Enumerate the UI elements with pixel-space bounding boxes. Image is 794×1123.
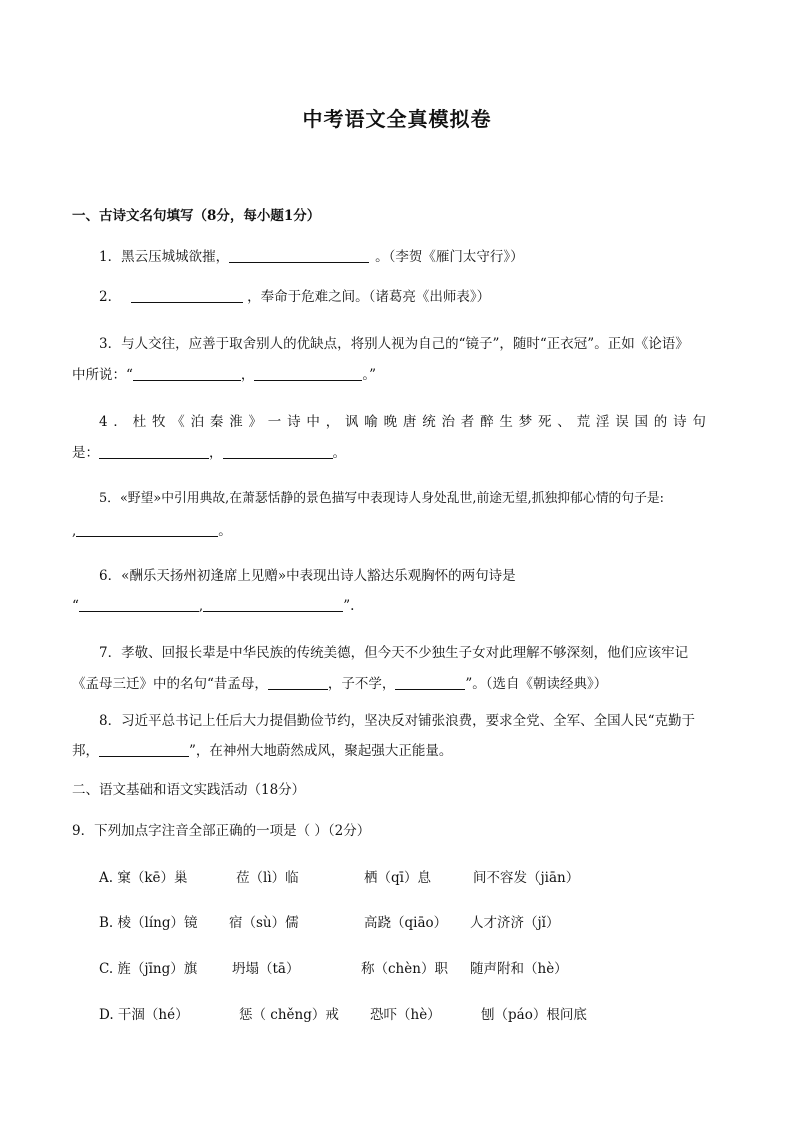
answer-blank[interactable] bbox=[395, 676, 465, 690]
option-d-item-1: D. 干涸（hé） bbox=[99, 1007, 189, 1023]
question-5-line-1: 5．«野望»中引用典故,在萧瑟恬静的景色描写中表现诗人身处乱世,前途无望,抓独抑郁心情的句子是: bbox=[99, 491, 664, 506]
section2-heading: 二、语文基础和语文实践活动（18分） bbox=[72, 782, 306, 798]
option-d-item-4: 刨（páo）根问底 bbox=[481, 1007, 587, 1023]
option-c-item-4: 随声附和（hè） bbox=[470, 961, 568, 977]
option-b-item-3: 高跷（qiāo） bbox=[364, 915, 448, 931]
question-6-line-1: 6．«酬乐天扬州初逢席上见赠»中表现出诗人豁达乐观胸怀的两句诗是 bbox=[99, 568, 516, 584]
answer-blank[interactable] bbox=[76, 523, 218, 537]
option-a-item-4: 间不容发（jiān） bbox=[473, 870, 580, 886]
question-8-line-1: 8．习近平总书记上任后大力提倡勤俭节约，坚决反对铺张浪费，要求全党、全军、全国人民“克勤于 bbox=[99, 713, 695, 729]
answer-blank[interactable] bbox=[203, 598, 343, 612]
option-a-item-1: A. 窠（kē）巢 bbox=[99, 870, 188, 886]
question-6-line-2: “ , ”. bbox=[72, 598, 355, 614]
answer-blank[interactable] bbox=[79, 598, 199, 612]
question-4-line-2: 是： ， 。 bbox=[72, 445, 346, 461]
option-c-item-1: C. 旌（jīng）旗 bbox=[99, 961, 198, 977]
option-d-item-3: 恐吓（hè） bbox=[370, 1007, 441, 1023]
question-3-line-1: 3．与人交往，应善于取舍别人的优缺点，将别人视为自己的“镜子”，随时“正衣冠”。正如《论语》 bbox=[99, 336, 689, 352]
answer-blank[interactable] bbox=[268, 676, 328, 690]
question-9-stem: 9．下列加点字注音全部正确的一项是（ ）（2分） bbox=[72, 823, 371, 839]
option-d-item-2: 惩（ chěng）戒 bbox=[239, 1007, 339, 1023]
answer-blank[interactable] bbox=[229, 249, 369, 263]
answer-blank[interactable] bbox=[99, 445, 209, 459]
question-8-line-2: 邦， ”，在神州大地蔚然成风，聚起强大正能量。 bbox=[72, 743, 453, 759]
option-b-item-1: B. 棱（líng）镜 bbox=[99, 915, 198, 931]
answer-blank[interactable] bbox=[133, 367, 241, 381]
question-3-line-2: 中所说：“ ， 。” bbox=[72, 367, 377, 383]
page-title: 中考语文全真模拟卷 bbox=[302, 107, 492, 131]
question-7-line-1: 7．孝敬、回报长辈是中华民族的传统美德，但今天不少独生子女对此理解不够深刻，他们应该牢记 bbox=[99, 645, 689, 661]
option-b-item-2: 宿（sù）儒 bbox=[229, 915, 299, 931]
option-c-item-2: 坍塌（tā） bbox=[232, 961, 300, 977]
option-a-item-3: 栖（qī）息 bbox=[364, 870, 431, 886]
section1-heading: 一、古诗文名句填写（8分，每小题1分） bbox=[72, 208, 321, 224]
answer-blank[interactable] bbox=[131, 289, 243, 303]
answer-blank[interactable] bbox=[99, 743, 189, 757]
question-5-line-2: , 。 bbox=[72, 523, 232, 539]
question-1: 1．黑云压城城欲摧， 。（李贺《雁门太守行》） bbox=[99, 249, 524, 265]
question-2: 2． ，奉命于危难之间。（诸葛亮《出师表》） bbox=[99, 289, 491, 305]
option-c-item-3: 称（chèn）职 bbox=[361, 961, 448, 977]
question-7-line-2: 《孟母三迁》中的名句“昔孟母， ，子不学， ”。（选自《朝读经典》） bbox=[72, 676, 608, 692]
answer-blank[interactable] bbox=[223, 445, 333, 459]
option-b-item-4: 人才济济（jǐ） bbox=[470, 915, 560, 931]
option-a-item-2: 莅（lì）临 bbox=[236, 870, 299, 886]
question-4-line-1: 4．杜牧《泊秦淮》一诗中，讽喻晚唐统治者醉生梦死、荒淫误国的诗句 bbox=[99, 414, 712, 430]
answer-blank[interactable] bbox=[254, 367, 362, 381]
